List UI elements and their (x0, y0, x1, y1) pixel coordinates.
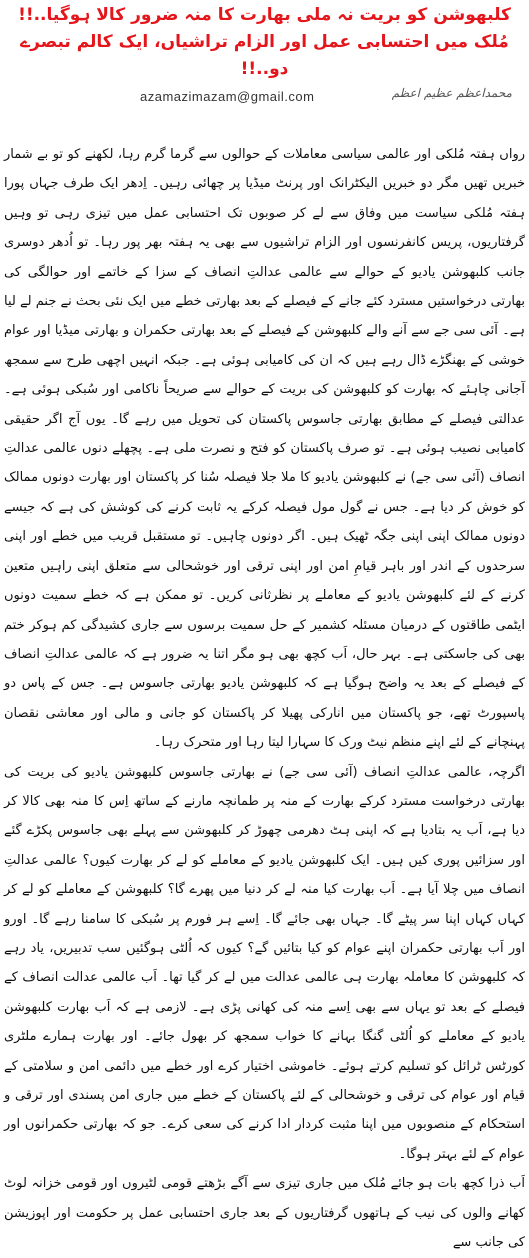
paragraph-3: اَب ذرا کچھ بات ہو جائے مُلک میں جاری تیزی سے آگے بڑھتے قومی لٹیروں اور قومی خزانہ لوٹ کھانے والوں کی نیب کے ہاتھوں گرفتاریوں کے بعد جاری احتسابی عمل پر حکومت اور اپوزیشن کی جانب سے (4, 1176, 525, 1251)
paragraph-2: اگرچہ، عالمی عدالتِ انصاف (آئی سی جے) نے بھارتی جاسوس کلبھوشن یادیو کی بریت کی بھارتی درخواست مسترد کرکے بھارت کے منہ پر طمانچہ مارنے کے ساتھ اِس کا منہ بھی کالا کر دیا ہے، اَب یہ بتادیا ہے کہ اپنی ہٹ دھرمی چھوڑ کر کلبھوشن سے پہلے بھی جاسوس پکڑے گئے اور سزائیں پوری کیں ہیں۔ ایک کلبھوشن یادیو کے معاملے کو لے کر بھارت کیوں؟ عالمی عدالتِ انصاف میں چلا آیا ہے۔ اَب بھارت کیا منہ لے کر دنیا میں پھرے گا؟ کلبھوشن کے معاملے کو لے کر کہاں کہاں اپنا سر پیٹے گا۔ جہاں بھی جائے گا۔ اِسے ہر فورم پر سُبکی کا سامنا رہے گا۔ اورو اور اَب بھارتی حکمران اپنے عوام کو کیا بتائیں گے؟ کیوں کہ اُلٹی ہوگئیں سب تدبیریں، یاد رہے کہ کلبھوشن کا معاملہ بھارت ہی عالمی عدالت میں لے کر گیا تھا۔ اَب عالمی عدالت انصاف کے فیصلے کے بعد تو یہاں سے بھی اِسے منہ کی کھانی پڑی ہے۔ لازمی ہے کہ اَب بھارت کلبھوشن یادیو کے معاملے کو اُلٹی گنگا بہانے کا خواب سمجھ کر بھول جائے۔ اور بھارت ہمارے ملٹری کورٹس ٹرائل کو تسلیم کرتے ہوئے۔ خاموشی اختیار کرے اور خطے میں دائمی امن و سلامتی کے قیام اور عوام کی ترقی و خوشحالی کے لئے پاکستان کے خطے میں جاری امن پسندی اور ترقی و استحکام کے منصوبوں میں اپنا مثبت کردار ادا کرنے کی سعی کرے۔ جو کہ بھارتی حکمرانوں اور عوام کے لئے بہتر ہوگا۔ (4, 764, 525, 1162)
author-name: محمداعظم عظیم اعظم (391, 86, 512, 100)
byline (140, 86, 529, 108)
paragraph-1: رواں ہفتہ مُلکی اور عالمی سیاسی معاملات کے حوالوں سے گرما گرم رہا، لکھنے کو تو بے شمار خبریں تھیں مگر دو خبریں الیکٹرانک اور پرنٹ میڈیا پر چھائی رہیں۔ اِدھر ایک طرف جہاں پورا ہفتہ مُلکی سیاست میں وفاق سے لے کر صوبوں تک احتسابی عمل میں تیزی رہی تو وہیں گرفتاریوں، پریس کانفرنسوں اور الزام تراشیوں سے بھی یہ ہفتہ بھر پور رہا۔ تو اُدھر دوسری جانب کلبھوشن یادیو کے حوالے سے عالمی عدالتِ انصاف کے سزا کے خاتمے اور حوالگی کی بھارتی درخواستیں مسترد کئے جانے کے فیصلے کے بعد بھارتی خطے میں ایک نئی بحث نے جنم لے لیا ہے۔ آئی سی جے سے آنے والے کلبھوشن کے فیصلے کے بعد بھارتی حکمران و بھارتی میڈیا اور عوام خوشی کے بھنگڑے ڈال رہے ہیں کہ ان کی کامیابی ہوئی ہے۔ جبکہ انہیں اچھی طرح سے سمجھ آجانی چاہئے کہ بھارت کو کلبھوشن کی بریت کے حوالے سے صریحاً ناکامی اور سُبکی ہوئی ہے۔ عدالتی فیصلے کے مطابق بھارتی جاسوس پاکستان کی تحویل میں رہے گا۔ یوں آج اگر حقیقی کامیابی نصیب ہوئی ہے۔ تو صرف پاکستان کو فتح و نصرت ملی ہے۔ پچھلے دنوں عالمی عدالتِ انصاف (آئی سی جے) نے کلبھوشن یادیو کا ملا جلا فیصلہ سُنا کر پاکستان اور بھارت دونوں ممالک کو خوش کر دیا ہے۔ جس نے گول مول فیصلہ کرکے یہ ثابت کرنے کی کوشش کی ہے کہ جیسے دونوں ممالک اپنی اپنی جگہ ٹھیک ہیں۔ اگر دونوں چاہیں۔ تو مستقبل قریب میں خطے اور اپنی سرحدوں کے اندر اور باہر قیامِ امن اور اپنی ترقی اور خوشحالی سے متعلق اپنی راہیں متعین کرنے کے لئے کلبھوشن یادیو کے معاملے پر نظرثانی کریں۔ تو ممکن ہے کہ خطے سمیت دونوں ایٹمی طاقتوں کے درمیان مسئلہ کشمیر کے حل سمیت برسوں سے جاری کشیدگی کم ہوکر ختم بھی کی جاسکتی ہے۔ بہر حال، اَب کچھ بھی ہو مگر اتنا یہ ضرور ہے کہ عالمی عدالتِ انصاف کے فیصلے کے بعد یہ واضح ہوگیا ہے کہ کلبھوشن یادیو بھارتی جاسوس ہے۔ جس کے پاس دو پاسپورٹ تھے، جو پاکستان میں انارکی پھیلا کر پاکستان کو جانی و مالی اور معاشی نقصان پہنچانے کے لئے اپنے منظم نیٹ ورک کا سہارا لیتا رہا اور متحرک رہا۔ (4, 147, 525, 751)
author-email: azamazimazam@gmail.com (140, 89, 315, 104)
article-headline: کلبھوشن کو بریت نہ ملی بھارت کا منہ ضرور کالا ہوگیا..!! مُلک میں احتسابی عمل اور الزام تراشیاں، ایک کالم تبصرے دو..!! (18, 5, 511, 79)
article-body (4, 140, 525, 1257)
